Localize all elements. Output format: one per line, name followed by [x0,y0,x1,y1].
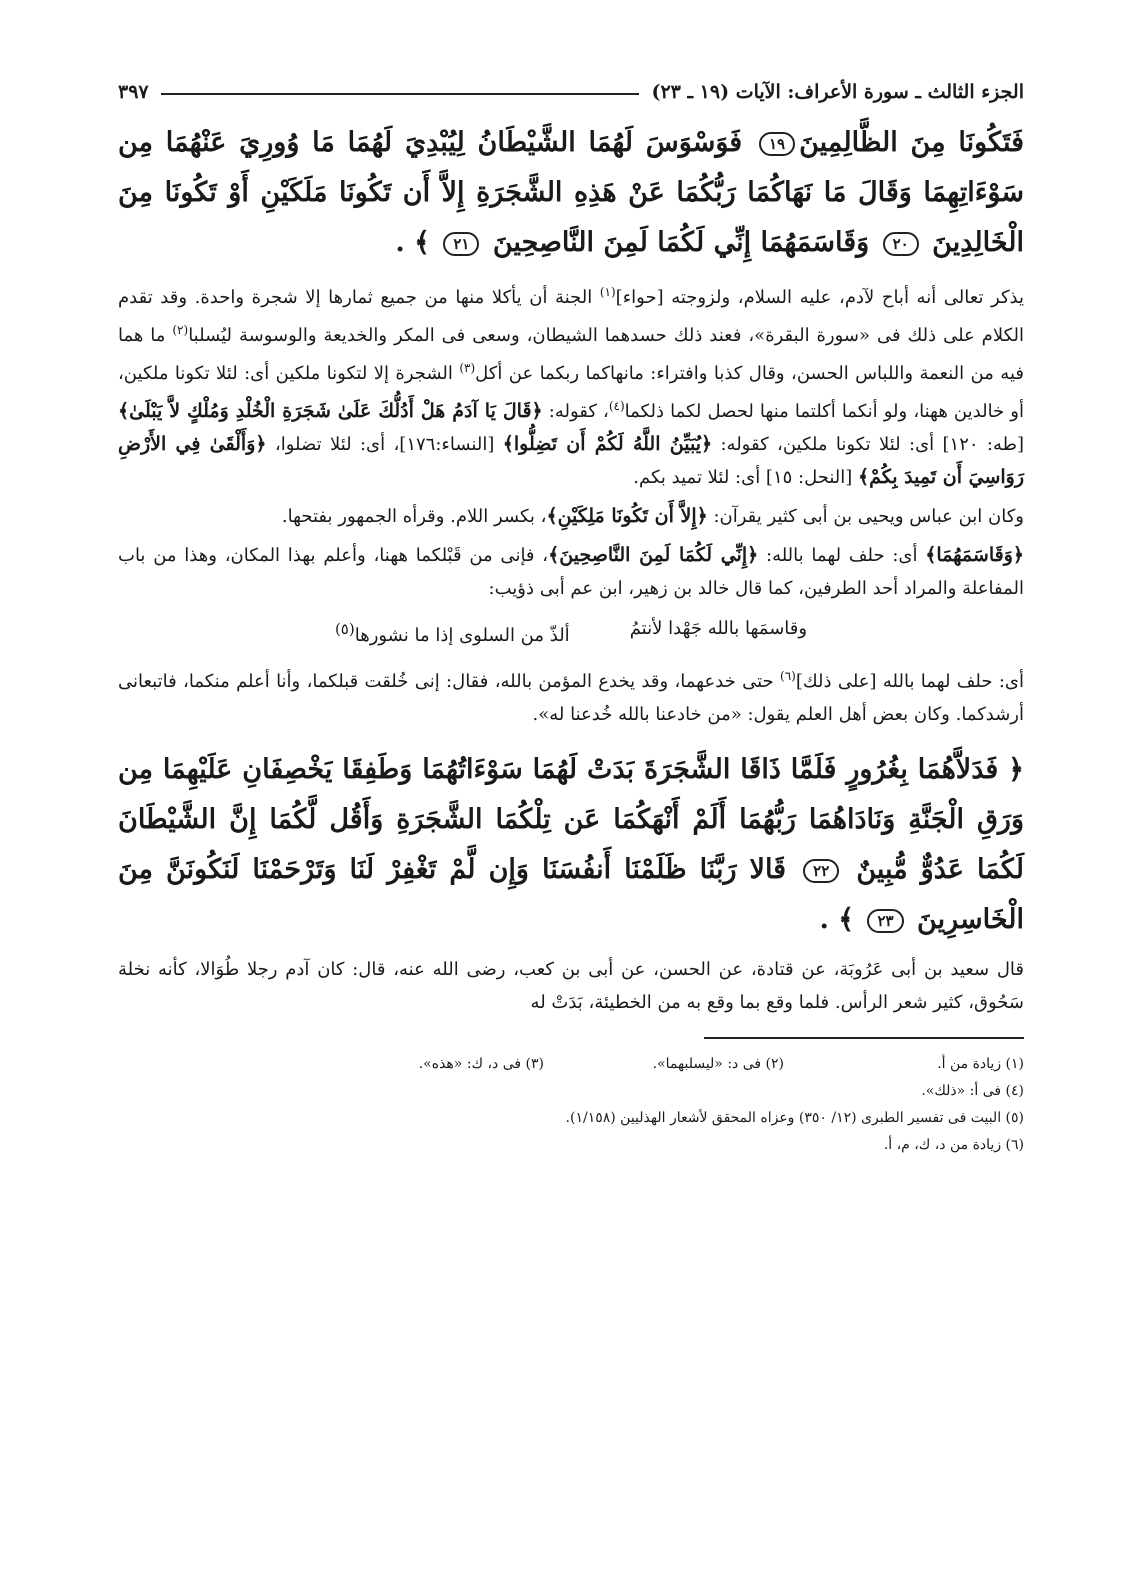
footnote-item: (٥) البيت فى تفسير الطبرى (١٢/ ٣٥٠) وعزاه المحقق لأشعار الهذليين (١/١٥٨). [565,1110,1024,1126]
verse-number-marker: ٢٣ [867,909,903,933]
paragraph-text: ، كقوله: [542,401,609,422]
paragraph-text: الجنة أن يأكلا منها من جميع ثمارها إلا شجرة واحدة. وقد تقدم الكلام على ذلك فى «سورة البقرة»، فعند ذلك حسدهما الشيطان، وسعى فى المكر والخديعة والوسوسة ليُسلبا [118,287,1024,346]
verse-text: وَقَاسَمَهُمَا إِنِّي لَكُمَا لَمِنَ النَّاصِحِينَ [492,227,870,258]
verse-number-marker: ٢٠ [883,232,919,256]
paragraph-text: ، فإنى من قَبْلكما ههنا، وأعلم بهذا المكان، وهذا من باب المفاعلة والمراد أحد الطرفين، كما قال خالد بن زهير، ابن عم أبى ذؤيب: [118,545,1024,599]
verse-number-marker: ٢١ [443,232,479,256]
page-number: ٣٩٧ [118,81,149,103]
poem-hemistich-left [335,611,570,654]
verse-end-bracket: ﴾ . [819,904,855,935]
commentary-paragraph [118,539,1024,605]
footnote-separator [704,1037,1024,1039]
footnote-item: (١) زيادة من أ. [937,1056,1024,1072]
footnote-item: (٢) فى د: «ليسلبهما». [652,1056,784,1072]
paragraph-text: [النساء:١٧٦]، أى: لئلا تضلوا، [266,434,503,455]
paragraph-text: حتى خدعهما، وقد يخدع المؤمن بالله، فقال: إنى خُلقت قبلكما، وأنا أعلم منكما، فاتبعانى أرشدكما. وكان بعض أهل العلم يقول: «من خادعنا بالله خُدعنا له». [118,671,1024,725]
paragraph-text: الشجرة إلا لتكونا ملكين أى: لئلا تكونا ملكين، أو خالدين ههنا، ولو أنكما أكلتما منها لحصل لكما ذلكما [118,363,1024,422]
verse-text: ﴿ فَدَلاَّهُمَا بِغُرُورٍ فَلَمَّا ذَاقَا الشَّجَرَةَ بَدَتْ لَهُمَا سَوْءَاتُهُمَا وَطَفِقَا يَخْصِفَانِ عَلَيْهِمَا مِن وَرَقِ الْجَنَّةِ وَنَادَاهُمَا رَبُّهُمَا أَلَمْ أَنْهَكُمَا عَن تِلْكُمَا الشَّجَرَةِ وَأَقُل لَّكُمَا إِنَّ الشَّيْطَانَ لَكُمَا عَدُوٌّ مُّبِينٌ [118,754,1024,885]
verse-text: فَتَكُونَا مِنَ الظَّالِمِينَ [799,127,1024,158]
commentary-paragraph [118,276,1024,494]
quoted-verse: ﴿وَقَاسَمَهُمَا﴾ [925,544,1025,566]
paragraph-text: ، بكسر اللام. وقرأه الجمهور بفتحها. [281,506,547,527]
verse-end-bracket: ﴾ . [395,227,430,258]
quran-verse-block-2 [118,745,1024,945]
poem-hemistich-right: وقاسمَها بالله جَهْدا لأنتمُ [629,618,808,639]
commentary-paragraph [118,500,1024,533]
poem-text: ألذّ من السلوى إذا ما نشورها [354,625,570,646]
quoted-verse: ﴿قَالَ يَا آدَمُ هَلْ أَدُلُّكَ عَلَىٰ شَجَرَةِ الْخُلْدِ وَمُلْكٍ لاَّ يَبْلَىٰ﴾ [118,400,543,422]
poetry-line [118,611,1024,654]
footnote-ref: (١) [599,285,616,299]
verse-text: قَالا رَبَّنَا ظَلَمْنَا أَنفُسَنَا وَإِن لَّمْ تَغْفِرْ لَنَا وَتَرْحَمْنَا لَنَكُونَنَّ مِنَ الْخَاسِرِينَ [118,854,1024,935]
paragraph-text: [طه: ١٢٠] أى: لئلا تكونا ملكين، كقوله: [712,434,1024,455]
commentary-paragraph [118,660,1024,731]
verse-number-marker: ٢٢ [803,859,839,883]
header-rule [161,93,640,95]
running-header [118,72,1024,112]
paragraph-text: يذكر تعالى أنه أباح لآدم، عليه السلام، ولزوجته [حواء] [615,287,1025,308]
quoted-verse: ﴿وَأَلْقَىٰ فِي الأَرْضِ رَوَاسِيَ أَن تَمِيدَ بِكُمْ﴾ [118,433,1024,488]
footnote-ref: (٣) [459,361,476,375]
footnote-item: (٦) زيادة من د، ك، م، أ. [883,1137,1024,1153]
footnote-ref: (٤) [608,399,625,413]
footnotes [118,1051,1024,1159]
header-title: الجزء الثالث ـ سورة الأعراف: الآيات (١٩ ـ ٢٣) [651,81,1024,103]
book-page [118,72,1024,1532]
commentary-paragraph [118,953,1024,1019]
paragraph-text: قال سعيد بن أبى عَرُوبَة، عن قتادة، عن الحسن، عن أبى بن كعب، رضى الله عنه، قال: كان آدم رجلا طُوَالا، كأنه نخلة سَحُوق، كثير شعر الرأس. فلما وقع بما وقع به من الخطيئة، بَدَتْ له [118,959,1024,1013]
verse-text: فَوَسْوَسَ لَهُمَا الشَّيْطَانُ لِيُبْدِيَ لَهُمَا مَا وُورِيَ عَنْهُمَا مِن سَوْءَاتِهِمَا وَقَالَ مَا نَهَاكُمَا رَبُّكُمَا عَنْ هَذِهِ الشَّجَرَةِ إِلاَّ أَن تَكُونَا مَلَكَيْنِ أَوْ تَكُونَا مِنَ الْخَالِدِينَ [118,127,1024,258]
paragraph-text: ما هما فيه من النعمة واللباس الحسن، وقال كذبا وافتراء: مانهاكما ربكما عن أكل [118,325,1024,384]
paragraph-text: وكان ابن عباس ويحيى بن أبى كثير يقرآن: [707,506,1024,527]
quran-verse-block-1 [118,118,1024,268]
paragraph-text: أى: حلف لهما بالله: [758,545,926,566]
footnote-item: (٤) فى أ: «ذلك». [921,1083,1024,1099]
footnote-ref: (٦) [780,669,796,683]
quoted-verse: ﴿إِلاَّ أَن تَكُونَا مَلِكَيْنِ﴾ [546,505,708,527]
paragraph-text: أى: حلف لهما بالله [على ذلك] [795,671,1024,692]
paragraph-text: [النحل: ١٥] أى: لئلا تميد بكم. [633,467,858,488]
footnote-ref: (٥) [334,620,355,638]
footnote-row [118,1051,1024,1078]
verse-number-marker: ١٩ [759,132,795,156]
footnote-ref: (٢) [172,323,189,337]
footnote-item: (٣) فى د، ك: «هذه». [418,1056,544,1072]
quoted-verse: ﴿إِنِّي لَكُمَا لَمِنَ النَّاصِحِينَ﴾ [548,544,759,566]
quoted-verse: ﴿يُبَيِّنُ اللَّهُ لَكُمْ أَن تَضِلُّوا﴾ [502,433,713,455]
